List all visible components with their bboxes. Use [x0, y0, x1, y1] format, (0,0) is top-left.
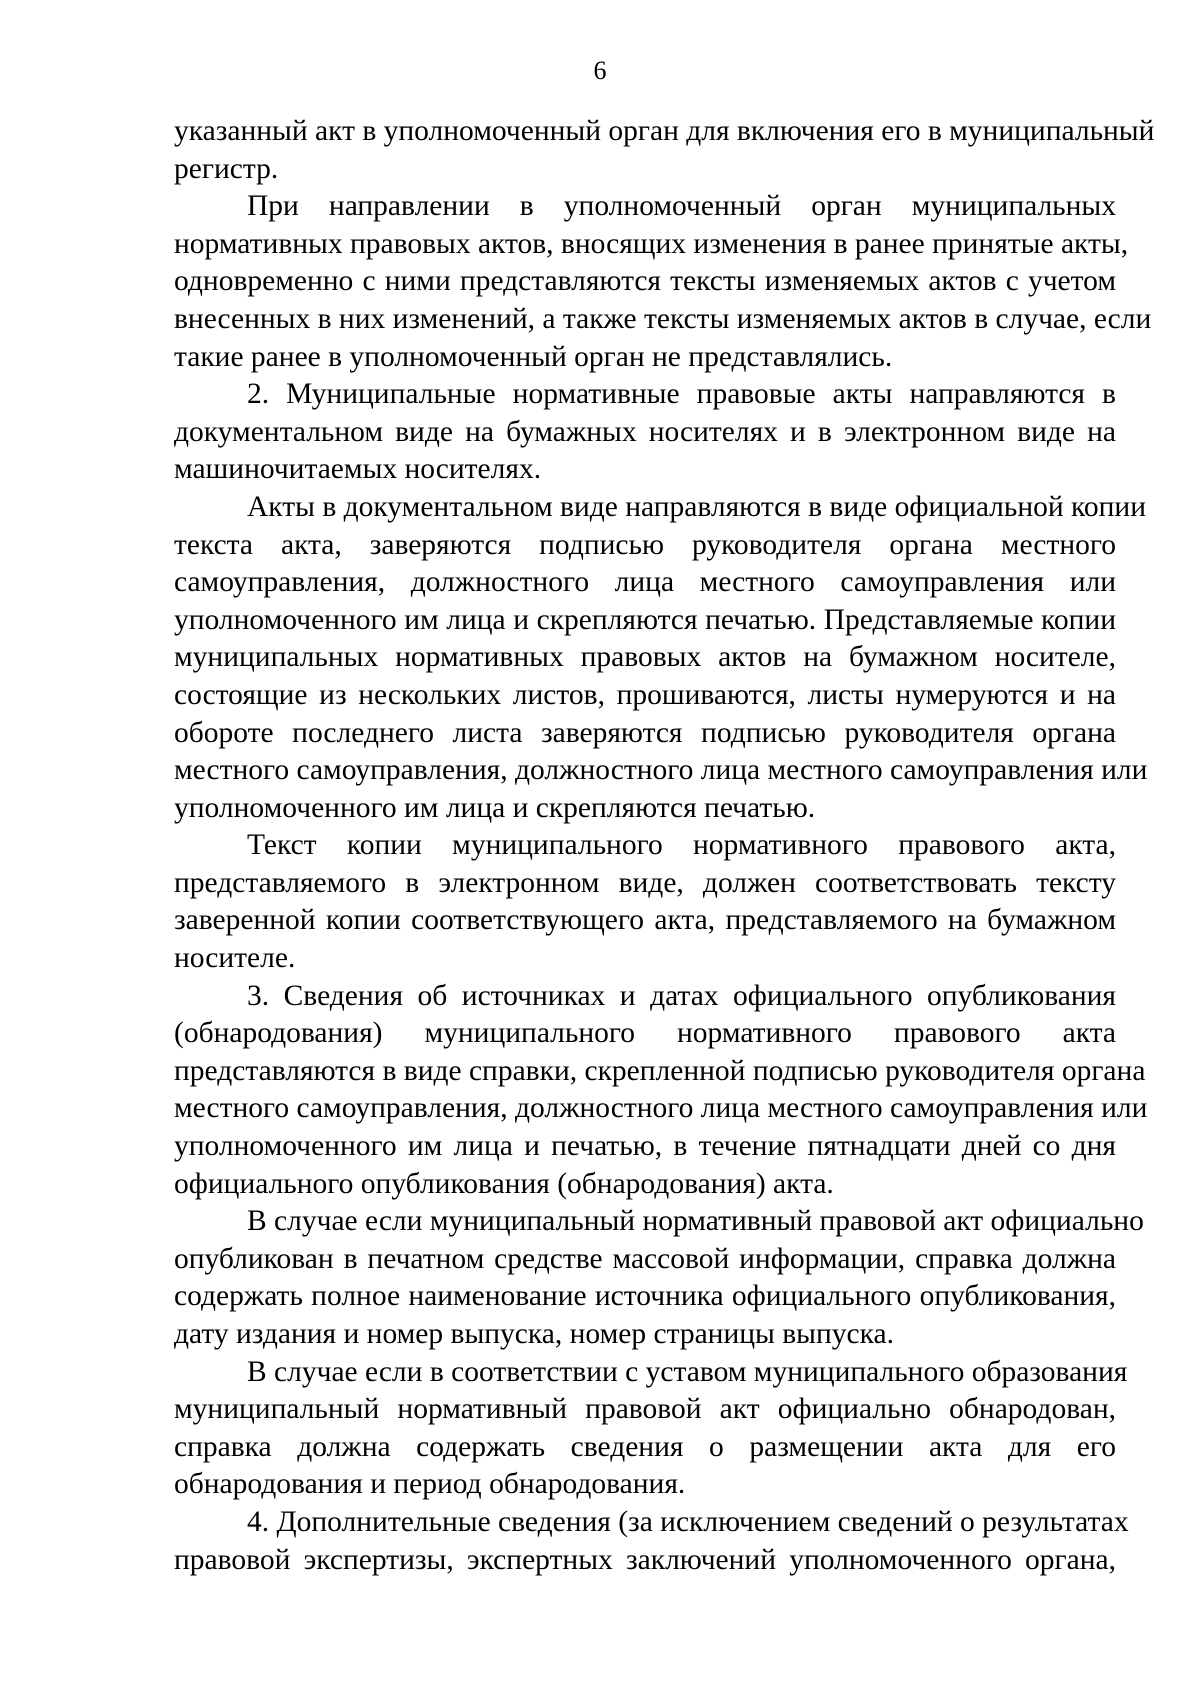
text-line: правовой экспертизы, экспертных заключений уполномоченного органа, [174, 1543, 1116, 1576]
text-line: представляемого в электронном виде, должен соответствовать тексту [174, 866, 1116, 899]
text-line: 4. Дополнительные сведения (за исключением сведений о результатах [247, 1505, 1129, 1538]
text-line: обороте последнего листа заверяются подписью руководителя органа [174, 716, 1116, 749]
paragraph [174, 827, 1116, 977]
text-line: уполномоченного им лица и скрепляются печатью. Представляемые копии [174, 603, 1116, 636]
text-line: текста акта, заверяются подписью руководителя органа местного [174, 528, 1116, 561]
page-number: 6 [593, 56, 607, 85]
text-line: Акты в документальном виде направляются в виде официальной копии [247, 490, 1147, 523]
text-line: обнародования и период обнародования. [174, 1468, 686, 1501]
text-line: При направлении в уполномоченный орган муниципальных [247, 190, 1116, 223]
text-line: 3. Сведения об источниках и датах официального опубликования [247, 979, 1116, 1012]
text-line: документальном виде на бумажных носителях и в электронном виде на [174, 415, 1116, 448]
text-line: состоящие из нескольких листов, прошиваются, листы нумеруются и на [174, 678, 1116, 711]
paragraph [174, 1203, 1144, 1353]
paragraph [174, 188, 1152, 376]
text-line: В случае если в соответствии с уставом муниципального образования [247, 1355, 1128, 1388]
text-line: уполномоченного им лица и скрепляются печатью. [174, 791, 816, 824]
text-line: содержать полное наименование источника официального опубликования, [174, 1280, 1116, 1313]
document-body [174, 113, 1155, 1579]
text-line: местного самоуправления, должностного лица местного самоуправления или [174, 754, 1148, 787]
paragraph [174, 1504, 1129, 1579]
text-line: дату издания и номер выпуска, номер страницы выпуска. [174, 1318, 894, 1350]
paragraph [174, 489, 1148, 827]
text-line: указанный акт в уполномоченный орган для включения его в муниципальный [174, 115, 1155, 147]
text-line: такие ранее в уполномоченный орган не представлялись. [174, 340, 893, 373]
text-line: внесенных в них изменений, а также тексты изменяемых актов в случае, если [174, 302, 1152, 335]
text-line: (обнародования) муниципального нормативного правового акта [174, 1017, 1116, 1050]
text-line: нормативных правовых актов, вносящих изменения в ранее принятые акты, [174, 227, 1129, 260]
text-line: 2. Муниципальные нормативные правовые акты направляются в [247, 378, 1116, 411]
text-line: регистр. [174, 152, 279, 185]
paragraph [174, 1354, 1128, 1504]
text-line: заверенной копии соответствующего акта, представляемого на бумажном [174, 904, 1116, 937]
text-line: опубликован в печатном средстве массовой информации, справка должна [174, 1242, 1116, 1275]
paragraph [174, 978, 1148, 1204]
paragraph [174, 376, 1116, 489]
text-line: Текст копии муниципального нормативного правового акта, [247, 829, 1116, 862]
text-line: справка должна содержать сведения о размещении акта для его [174, 1430, 1116, 1463]
text-line: машиночитаемых носителях. [174, 453, 542, 486]
text-line: официального опубликования (обнародования) акта. [174, 1167, 834, 1200]
text-line: одновременно с ними представляются тексты изменяемых актов с учетом [174, 265, 1116, 298]
text-line: муниципальных нормативных правовых актов на бумажном носителе, [174, 641, 1116, 674]
text-line: местного самоуправления, должностного лица местного самоуправления или [174, 1092, 1148, 1125]
text-line: носителе. [174, 942, 296, 975]
text-line: В случае если муниципальный нормативный правовой акт официально [247, 1205, 1144, 1238]
text-line: уполномоченного им лица и печатью, в течение пятнадцати дней со дня [174, 1130, 1116, 1163]
text-line: муниципальный нормативный правовой акт официально обнародован, [174, 1393, 1116, 1426]
text-line: самоуправления, должностного лица местного самоуправления или [174, 566, 1116, 599]
paragraph [174, 113, 1155, 188]
text-line: представляются в виде справки, скрепленной подписью руководителя органа [174, 1054, 1146, 1087]
